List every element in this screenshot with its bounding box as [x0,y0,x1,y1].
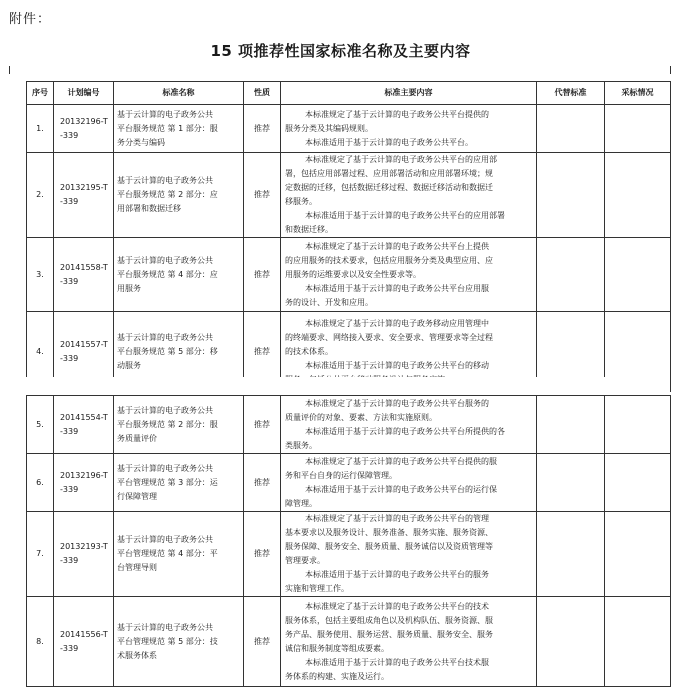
content-line: 本标准适用于基于云计算的电子政务公共平台所提供的各 [305,426,505,436]
content-line: 本标准适用于基于云计算的电子政务公共平台的移动 [305,360,489,370]
replaced-standard [537,238,605,312]
content-line: 移服务。 [285,197,317,206]
content-line: 本标准适用于基于云计算的电子政务公共平台技术服 [305,657,489,667]
content-line: 的技术体系。 [285,346,333,356]
nature: 推荐 [244,597,281,687]
name-line: 平台管理规范 第 5 部分：技 [117,636,218,646]
replaced-standard [537,396,605,454]
name-line: 平台服务规范 第 5 部分：移 [117,346,218,356]
replaced-standard [537,153,605,238]
table-row [27,238,671,312]
table-row [27,396,671,454]
adoption-status [605,597,671,687]
standard-name [114,454,244,512]
code-line: 20132195-T [60,183,108,192]
table-header-row [27,82,671,105]
content-line: 本标准规定了基于云计算的电子政务公共平台的技术 [305,601,489,611]
name-line: 基于云计算的电子政务公共 [117,535,213,544]
row-number: 4. [27,312,54,392]
nature: 推荐 [244,238,281,312]
main-content [281,454,537,512]
row-number: 7. [27,512,54,597]
row-number: 3. [27,238,54,312]
row-number: 6. [27,454,54,512]
main-content [281,105,537,153]
content-line: 实施和管理工作。 [285,584,349,593]
content-line: 服务体系，包括主要组成角色以及机构队伍、服务资源、服 [285,615,493,625]
corner-mark-right [670,66,671,74]
code-line: -339 [60,426,79,436]
main-content [281,396,537,454]
standards-table-part-1 [26,81,671,392]
code-line: 20141557-T [60,339,108,349]
adoption-status [605,153,671,238]
column-header-replaced-standard: 代替标准 [537,82,605,105]
content-line: 本标准规定了基于云计算的电子政务公共平台提供的 [305,109,489,119]
main-content [281,238,537,312]
plan-code [54,153,114,238]
content-line: 和数据迁移。 [285,225,333,234]
document-title: 15 项推荐性国家标准名称及主要内容 [210,42,471,60]
nature: 推荐 [244,153,281,238]
name-line: 用服务 [117,283,141,293]
main-content [281,153,537,238]
plan-code [54,238,114,312]
content-line: 本标准规定了基于云计算的电子政务公共平台提供的服 [305,456,497,466]
row-number: 8. [27,597,54,687]
main-content [281,597,537,687]
column-header-adoption: 采标情况 [605,82,671,105]
content-line: 本标准适用于基于云计算的电子政务公共平台的服务 [305,570,489,579]
content-line: 本标准规定了基于云计算的电子政务公共平台的管理 [305,514,489,523]
code-line: 20141554-T [60,412,108,422]
code-line: -339 [60,276,79,286]
name-line: 基于云计算的电子政务公共 [117,332,213,342]
row-number: 1. [27,105,54,153]
content-line: 的应用服务的技术要求，包括应用服务分类及典型应用、应 [285,255,493,265]
content-line: 服务保障、服务安全、服务质量、服务诚信以及资质管理等 [285,542,493,551]
adoption-status [605,105,671,153]
main-content [281,512,537,597]
content-line: 用服务的运维要求以及安全性要求等。 [285,269,421,279]
replaced-standard [537,597,605,687]
adoption-status [605,512,671,597]
code-line: 20141558-T [60,262,108,272]
name-line: 平台服务规范 第 1 部分：服 [117,123,218,133]
content-line: 务产品、服务使用、服务运营、服务质量、服务安全、服务 [285,629,493,639]
content-line: 署，包括应用部署过程、应用部署活动和应用部署环境；规 [285,169,493,178]
content-line: 本标准规定了基于云计算的电子政务公共平台上提供 [305,241,489,251]
content-line: 务的设计、开发和应用。 [285,297,373,307]
column-header-plan-code: 计划编号 [54,82,114,105]
code-line: -339 [60,556,79,565]
standard-name [114,396,244,454]
name-line: 平台管理规范 第 3 部分：运 [117,477,218,487]
content-line: 务和平台自身的运行保障管理。 [285,470,397,480]
name-line: 用部署和数据迁移 [117,204,181,213]
standard-name [114,238,244,312]
name-line: 基于云计算的电子政务公共 [117,109,213,119]
name-line: 行保障管理 [117,491,157,501]
row-number: 5. [27,396,54,454]
name-line: 平台管理规范 第 4 部分：平 [117,549,218,558]
content-line: 本标准适用于基于云计算的电子政务公共平台。 [305,137,473,147]
name-line: 基于云计算的电子政务公共 [117,405,213,415]
content-line: 本标准适用于基于云计算的电子政务公共平台的应用部署 [305,211,505,220]
corner-mark-left [9,66,10,74]
code-line: 20132193-T [60,542,108,551]
code-line: 20132196-T [60,116,108,126]
name-line: 基于云计算的电子政务公共 [117,255,213,265]
code-line: 20141556-T [60,629,108,639]
content-line: 诚信和服务制度等组成要素。 [285,643,389,653]
replaced-standard [537,454,605,512]
content-line: 本标准规定了基于云计算的电子政务公共平台的应用部 [305,155,497,164]
content-line: 障管理。 [285,498,317,508]
nature: 推荐 [244,454,281,512]
content-line: 本标准适用于基于云计算的电子政务公共平台的运行保 [305,484,497,494]
adoption-status [605,454,671,512]
column-header-nature: 性质 [244,82,281,105]
name-line: 务质量评价 [117,433,157,443]
content-line: 类服务。 [285,440,317,450]
name-line: 平台服务规范 第 2 部分：服 [117,419,218,429]
replaced-standard [537,512,605,597]
content-line: 务体系的构建、实施及运行。 [285,671,389,681]
table-row [27,153,671,238]
adoption-status [605,396,671,454]
code-line: 20132196-T [60,470,108,480]
code-line: -339 [60,353,79,363]
adoption-status [605,238,671,312]
name-line: 平台服务规范 第 2 部分：应 [117,190,218,199]
content-line: 管理要求。 [285,556,325,565]
table-row [27,597,671,687]
name-line: 台管理导则 [117,563,157,572]
standard-name [114,597,244,687]
content-line: 质量评价的对象、要素、方法和实施原则。 [285,412,437,422]
name-line: 平台服务规范 第 4 部分：应 [117,269,218,279]
standard-name [114,105,244,153]
name-line: 术服务体系 [117,650,157,660]
name-line: 基于云计算的电子政务公共 [117,622,213,632]
nature: 推荐 [244,396,281,454]
code-line: -339 [60,197,79,206]
name-line: 基于云计算的电子政务公共 [117,463,213,473]
row-number: 2. [27,153,54,238]
content-line: 定数据的迁移，包括数据迁移过程、数据迁移活动和数据迁 [285,183,493,192]
name-line: 务分类与编码 [117,137,165,147]
nature: 推荐 [244,312,281,392]
name-line: 基于云计算的电子政务公共 [117,176,213,185]
plan-code [54,105,114,153]
standard-name [114,512,244,597]
content-line: 本标准规定了基于云计算的电子政务公共平台服务的 [305,398,489,408]
code-line: -339 [60,130,79,140]
column-header-no: 序号 [27,82,54,105]
content-line: 的终端要求、网络接入要求、安全要求、管理要求等全过程 [285,332,493,342]
standard-name [114,153,244,238]
content-line: 本标准规定了基于云计算的电子政务移动应用管理中 [305,318,489,328]
plan-code [54,454,114,512]
plan-code [54,512,114,597]
plan-code [54,597,114,687]
content-line: 服务分类及其编码规则。 [285,123,373,133]
table-row [27,454,671,512]
name-line: 动服务 [117,360,141,370]
attachment-label: 附件： [9,12,52,27]
code-line: -339 [60,484,79,494]
page-break-gap [26,377,670,393]
content-line: 本标准适用于基于云计算的电子政务公共平台应用服 [305,283,489,293]
column-header-standard-name: 标准名称 [114,82,244,105]
code-line: -339 [60,643,79,653]
replaced-standard [537,105,605,153]
table-row [27,512,671,597]
table-row [27,105,671,153]
content-line: 基本要求以及服务设计、服务准备、服务实施、服务资源、 [285,528,493,537]
plan-code [54,396,114,454]
nature: 推荐 [244,105,281,153]
nature: 推荐 [244,512,281,597]
column-header-main-content: 标准主要内容 [281,82,537,105]
standards-table-part-2 [26,395,671,687]
